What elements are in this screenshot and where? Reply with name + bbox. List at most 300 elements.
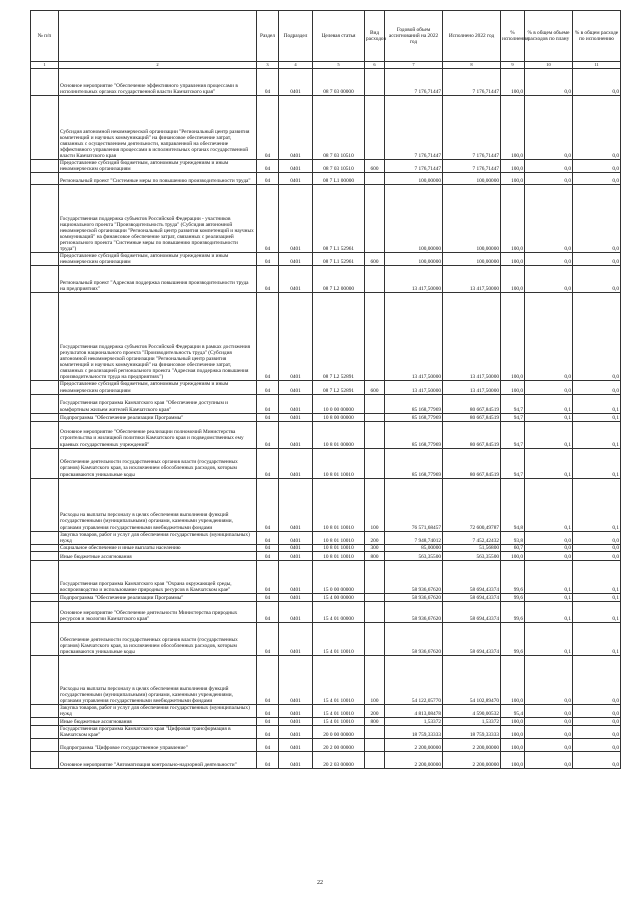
table-row [31,381,621,394]
row-execution-percent: 100,0 [501,185,525,253]
row-plan-amount: 100,00000 [385,173,443,185]
row-expense-type: 300 [365,544,385,551]
row-share-fact: 0,1 [573,421,621,448]
row-plan-amount: 100,00000 [385,253,443,266]
table-row [31,622,621,655]
row-execution-percent: 94,7 [501,448,525,478]
row-plan-amount: 85 168,77969 [385,421,443,448]
row-share-plan: 0,0 [525,718,573,726]
table-row [31,448,621,478]
header-fact: Исполнено 2022 год [443,11,501,62]
row-podrazdel: 0401 [279,752,313,769]
row-execution-percent: 99,6 [501,593,525,601]
row-target-article: 08 7 L1 52961 [313,253,365,266]
row-name: Региональный проект "Системные меры по повышению производительности труда" [59,173,257,185]
row-razdel: 04 [257,704,279,717]
table-body [31,69,621,769]
row-plan-amount: 85 168,77969 [385,413,443,421]
row-podrazdel: 0401 [279,704,313,717]
row-podrazdel: 0401 [279,593,313,601]
row-fact-amount: 80 667,84519 [443,448,501,478]
row-share-fact: 0,1 [573,622,621,655]
row-razdel: 04 [257,478,279,531]
row-number-cell [31,381,59,394]
row-share-fact: 0,0 [573,253,621,266]
row-share-fact: 0,1 [573,413,621,421]
row-share-plan: 0,1 [525,622,573,655]
table-row [31,253,621,266]
row-number-cell [31,160,59,173]
row-share-plan: 0,0 [525,704,573,717]
row-plan-amount: 100,00000 [385,185,443,253]
row-fact-amount: 100,00000 [443,173,501,185]
col-number: 8 [443,62,501,69]
row-plan-amount: 7 176,71447 [385,160,443,173]
header-razdel: Раздел [257,11,279,62]
row-share-plan: 0,0 [525,69,573,96]
row-execution-percent: 100,0 [501,739,525,752]
row-name: Иные бюджетные ассигнования [59,718,257,726]
row-execution-percent: 100,0 [501,173,525,185]
row-number-cell [31,718,59,726]
table-row [31,560,621,593]
row-expense-type: 800 [365,551,385,560]
table-row [31,752,621,769]
row-number-cell [31,752,59,769]
row-podrazdel: 0401 [279,655,313,704]
row-expense-type: 600 [365,381,385,394]
row-fact-amount: 7 176,71447 [443,96,501,160]
row-podrazdel: 0401 [279,718,313,726]
row-razdel: 04 [257,394,279,413]
row-podrazdel: 0401 [279,448,313,478]
row-plan-amount: 7 176,71447 [385,96,443,160]
row-podrazdel: 0401 [279,381,313,394]
row-expense-type [365,293,385,381]
row-podrazdel: 0401 [279,69,313,96]
row-razdel: 04 [257,718,279,726]
row-plan-amount: 54 122,05770 [385,655,443,704]
row-fact-amount: 7 176,71447 [443,160,501,173]
row-razdel: 04 [257,752,279,769]
row-plan-amount: 13 417,50000 [385,381,443,394]
row-fact-amount: 51,56800 [443,544,501,551]
row-podrazdel: 0401 [279,96,313,160]
row-share-fact: 0,1 [573,478,621,531]
table-row [31,544,621,551]
row-razdel: 04 [257,601,279,622]
row-target-article: 10 0 00 00000 [313,394,365,413]
row-name: Подпрограмма "Цифровое государственное управление" [59,739,257,752]
row-razdel: 04 [257,173,279,185]
row-share-plan: 0,1 [525,593,573,601]
row-name: Государственная поддержка субъектов Российской Федерации в рамках достижения результатов национального проекта "Производительность труда" (Субсидия автономной некоммерческой организации "Региональный центр развития компетенций и научных коммуникаций" на финансовое обеспечение затрат, связанных с реализацией регионального проекта "Адресная поддержка повышения производительности труда на предприятиях") [59,293,257,381]
row-number-cell [31,413,59,421]
row-target-article: 15 4 01 10010 [313,704,365,717]
row-podrazdel: 0401 [279,266,313,293]
row-podrazdel: 0401 [279,601,313,622]
row-number-cell [31,726,59,739]
row-razdel: 04 [257,160,279,173]
row-name: Обеспечение деятельности государственных органов власти (государственных органов) Камчатского края, за исключением обособленных расходов, которым присваиваются уникальные коды [59,622,257,655]
row-plan-amount: 58 936,67620 [385,601,443,622]
row-name: Государственная программа Камчатского края "Охрана окружающей среды, воспроизводство и использование природных ресурсов в Камчатском крае" [59,560,257,593]
budget-table-sheet [30,10,620,769]
row-name: Обеспечение деятельности государственных органов власти (государственных органов) Камчатского края, за исключением обособленных расходов, которым присваиваются уникальные коды [59,448,257,478]
table-row [31,185,621,253]
row-expense-type [365,185,385,253]
row-razdel: 04 [257,726,279,739]
row-target-article: 15 4 01 10010 [313,655,365,704]
row-share-fact: 0,0 [573,655,621,704]
row-plan-amount: 7 176,71447 [385,69,443,96]
table-row [31,160,621,173]
row-plan-amount: 7 948,74012 [385,531,443,544]
row-fact-amount: 100,00000 [443,185,501,253]
row-execution-percent: 100,0 [501,160,525,173]
row-share-fact: 0,0 [573,752,621,769]
row-execution-percent: 100,0 [501,718,525,726]
row-share-fact: 0,1 [573,601,621,622]
row-share-fact: 0,0 [573,160,621,173]
row-number-cell [31,448,59,478]
row-execution-percent: 100,0 [501,253,525,266]
row-plan-amount: 58 936,67620 [385,593,443,601]
row-podrazdel: 0401 [279,544,313,551]
table-row [31,96,621,160]
row-target-article: 08 7 L2 52891 [313,381,365,394]
row-number-cell [31,531,59,544]
row-name: Государственная программа Камчатского края "Обеспечение доступным и комфортным жильем жителей Камчатского края" [59,394,257,413]
col-number: 1 [31,62,59,69]
header-podrazdel: Подраздел [279,11,313,62]
row-podrazdel: 0401 [279,531,313,544]
table-row [31,69,621,96]
table-row [31,601,621,622]
row-share-plan: 0,0 [525,544,573,551]
row-share-fact: 0,0 [573,739,621,752]
row-podrazdel: 0401 [279,185,313,253]
row-fact-amount: 80 667,84519 [443,421,501,448]
row-number-cell [31,96,59,160]
row-name: Государственная программа Камчатского края "Цифровая трансформация в Камчатском крае" [59,726,257,739]
row-expense-type: 100 [365,478,385,531]
row-expense-type: 600 [365,253,385,266]
header-num: № п/п [31,11,59,62]
row-plan-amount: 4 813,08478 [385,704,443,717]
row-share-plan: 0,0 [525,253,573,266]
row-expense-type: 600 [365,160,385,173]
row-share-fact: 0,1 [573,448,621,478]
row-share-plan: 0,1 [525,421,573,448]
row-share-plan: 0,1 [525,478,573,531]
row-execution-percent: 94,7 [501,394,525,413]
row-expense-type [365,601,385,622]
row-share-fact: 0,1 [573,394,621,413]
row-target-article: 15 4 01 00000 [313,601,365,622]
col-number: 11 [573,62,621,69]
row-name: Субсидия автономной некоммерческой организации "Региональный центр развития компетенций и научных коммуникаций" на финансовое обеспечение затрат, связанных с осуществлением деятельности, направленной на обеспечение эффективного управления процессами в исполнительных органах государственной власти Камчатского края [59,96,257,160]
row-expense-type [365,96,385,160]
row-target-article: 10 8 01 10010 [313,448,365,478]
row-podrazdel: 0401 [279,160,313,173]
row-number-cell [31,173,59,185]
row-share-fact: 0,0 [573,381,621,394]
row-share-fact: 0,0 [573,531,621,544]
header-vr: Вид расходов [365,11,385,62]
row-share-plan: 0,0 [525,160,573,173]
row-share-plan: 0,1 [525,394,573,413]
header-share-plan: % в общем объеме расходов по плану [525,11,573,62]
row-name: Предоставление субсидий бюджетным, автономным учреждениям и иным некоммерческим организациям [59,381,257,394]
row-plan-amount: 85 168,77969 [385,448,443,478]
row-number-cell [31,601,59,622]
row-target-article: 10 8 00 00000 [313,413,365,421]
row-plan-amount: 85,00000 [385,544,443,551]
row-expense-type [365,413,385,421]
row-razdel: 04 [257,531,279,544]
row-razdel: 04 [257,381,279,394]
row-share-fact: 0,0 [573,69,621,96]
header-share-fact: % в общем расходе по исполнению [573,11,621,62]
row-target-article: 08 7 L2 00000 [313,266,365,293]
table-row [31,173,621,185]
row-fact-amount: 2 200,00000 [443,752,501,769]
row-razdel: 04 [257,253,279,266]
col-number: 2 [59,62,257,69]
row-execution-percent: 60,7 [501,544,525,551]
row-number-cell [31,293,59,381]
col-number: 4 [279,62,313,69]
row-number-cell [31,478,59,531]
row-number-cell [31,739,59,752]
row-number-cell [31,544,59,551]
row-expense-type: 200 [365,531,385,544]
row-podrazdel: 0401 [279,293,313,381]
row-name: Социальное обеспечение и иные выплаты населению [59,544,257,551]
row-fact-amount: 80 667,84519 [443,394,501,413]
row-fact-amount: 54 102,89470 [443,655,501,704]
row-expense-type [365,622,385,655]
row-name: Закупка товаров, работ и услуг для обеспечения государственных (муниципальных) нужд [59,531,257,544]
row-podrazdel: 0401 [279,413,313,421]
row-share-plan: 0,0 [525,739,573,752]
row-execution-percent: 100,0 [501,381,525,394]
row-number-cell [31,622,59,655]
row-target-article: 10 8 01 10010 [313,544,365,551]
table-row [31,478,621,531]
row-plan-amount: 58 936,67620 [385,622,443,655]
row-share-plan: 0,0 [525,726,573,739]
row-expense-type: 800 [365,718,385,726]
table-row [31,726,621,739]
row-name: Основное мероприятие "Обеспечение реализации полномочий Министерства строительства и жилищной политики Камчатского края и подведомственных ему краевых государственных учреждений" [59,421,257,448]
row-name: Предоставление субсидий бюджетным, автономным учреждениям и иным некоммерческим организациям [59,160,257,173]
row-number-cell [31,253,59,266]
row-razdel: 04 [257,69,279,96]
row-podrazdel: 0401 [279,551,313,560]
row-expense-type [365,69,385,96]
budget-execution-table [30,10,621,769]
row-share-fact: 0,1 [573,560,621,593]
row-target-article: 20 0 00 00000 [313,726,365,739]
header-csr: Целевая статья [313,11,365,62]
row-fact-amount: 80 667,84519 [443,413,501,421]
row-execution-percent: 94,8 [501,478,525,531]
row-target-article: 15 4 01 10010 [313,622,365,655]
row-plan-amount: 563,35500 [385,551,443,560]
row-execution-percent: 100,0 [501,69,525,96]
row-razdel: 04 [257,96,279,160]
row-fact-amount: 58 694,43374 [443,601,501,622]
row-share-plan: 0,1 [525,448,573,478]
row-share-plan: 0,0 [525,551,573,560]
row-name: Основное мероприятие "Обеспечение эффективного управления процессами в исполнительных органах государственной власти Камчатского края" [59,69,257,96]
table-row [31,593,621,601]
row-expense-type [365,593,385,601]
row-name: Предоставление субсидий бюджетным, автономным учреждениям и иным некоммерческим организациям [59,253,257,266]
row-plan-amount: 13 417,50000 [385,266,443,293]
row-plan-amount: 2 200,00000 [385,739,443,752]
row-expense-type [365,726,385,739]
row-podrazdel: 0401 [279,726,313,739]
row-target-article: 10 8 01 10010 [313,551,365,560]
row-expense-type: 200 [365,704,385,717]
row-share-plan: 0,0 [525,655,573,704]
row-number-cell [31,185,59,253]
row-execution-percent: 99,6 [501,601,525,622]
row-share-plan: 0,0 [525,266,573,293]
col-number: 6 [365,62,385,69]
row-target-article: 15 4 01 10010 [313,718,365,726]
row-fact-amount: 13 417,50000 [443,381,501,394]
row-execution-percent: 93,8 [501,531,525,544]
row-share-fact: 0,0 [573,718,621,726]
col-number: 5 [313,62,365,69]
row-razdel: 04 [257,421,279,448]
row-fact-amount: 58 694,43374 [443,622,501,655]
row-fact-amount: 13 417,50000 [443,266,501,293]
row-number-cell [31,655,59,704]
row-fact-amount: 13 417,50000 [443,293,501,381]
row-podrazdel: 0401 [279,622,313,655]
row-expense-type [365,560,385,593]
row-fact-amount: 58 694,43374 [443,560,501,593]
row-plan-amount: 1,53372 [385,718,443,726]
row-execution-percent: 100,0 [501,655,525,704]
row-plan-amount: 2 200,00000 [385,752,443,769]
row-share-fact: 0,0 [573,544,621,551]
row-razdel: 04 [257,622,279,655]
row-podrazdel: 0401 [279,421,313,448]
row-execution-percent: 99,6 [501,622,525,655]
column-numbers-row [31,62,621,69]
row-fact-amount: 1,53372 [443,718,501,726]
row-plan-amount: 85 168,77969 [385,394,443,413]
row-target-article: 20 2 03 00000 [313,752,365,769]
row-fact-amount: 18 759,33333 [443,726,501,739]
row-execution-percent: 100,0 [501,266,525,293]
row-podrazdel: 0401 [279,478,313,531]
col-number: 3 [257,62,279,69]
row-share-plan: 0,0 [525,752,573,769]
row-share-plan: 0,0 [525,96,573,160]
row-number-cell [31,551,59,560]
row-podrazdel: 0401 [279,739,313,752]
table-row [31,413,621,421]
row-plan-amount: 58 936,67620 [385,560,443,593]
table-row [31,655,621,704]
table-row [31,704,621,717]
row-podrazdel: 0401 [279,394,313,413]
row-share-fact: 0,0 [573,293,621,381]
row-target-article: 08 7 03 10510 [313,160,365,173]
row-expense-type [365,421,385,448]
row-razdel: 04 [257,593,279,601]
row-fact-amount: 72 600,49787 [443,478,501,531]
row-fact-amount: 58 694,43374 [443,593,501,601]
row-razdel: 04 [257,293,279,381]
row-share-fact: 0,0 [573,96,621,160]
col-number: 9 [501,62,525,69]
row-fact-amount: 7 452,42432 [443,531,501,544]
row-execution-percent: 99,6 [501,560,525,593]
row-podrazdel: 0401 [279,560,313,593]
row-name: Региональный проект "Адресная поддержка повышения производительности труда на предприятиях" [59,266,257,293]
row-share-fact: 0,0 [573,726,621,739]
row-number-cell [31,560,59,593]
row-fact-amount: 100,00000 [443,253,501,266]
row-plan-amount: 76 571,68457 [385,478,443,531]
row-podrazdel: 0401 [279,173,313,185]
row-expense-type: 100 [365,655,385,704]
row-razdel: 04 [257,551,279,560]
row-plan-amount: 18 759,33333 [385,726,443,739]
row-expense-type [365,752,385,769]
page-number: 22 [317,880,323,886]
row-target-article: 08 7 03 10510 [313,96,365,160]
row-execution-percent: 100,0 [501,551,525,560]
row-execution-percent: 100,0 [501,96,525,160]
row-execution-percent: 100,0 [501,293,525,381]
row-target-article: 10 8 01 10010 [313,478,365,531]
row-name: Закупка товаров, работ и услуг для обеспечения государственных (муниципальных) нужд [59,704,257,717]
row-number-cell [31,704,59,717]
row-razdel: 04 [257,544,279,551]
row-target-article: 15 0 00 00000 [313,560,365,593]
row-share-fact: 0,0 [573,173,621,185]
row-name: Основное мероприятие "Обеспечение деятельности Министерства природных ресурсов и экологии Камчатского края" [59,601,257,622]
row-razdel: 04 [257,185,279,253]
row-target-article: 10 8 01 10010 [313,531,365,544]
table-row [31,718,621,726]
row-razdel: 04 [257,266,279,293]
row-razdel: 04 [257,448,279,478]
row-target-article: 15 4 00 00000 [313,593,365,601]
row-razdel: 04 [257,560,279,593]
row-razdel: 04 [257,655,279,704]
row-name: Расходы на выплаты персоналу в целях обеспечения выполнения функций государственными (муниципальными) органами, казенными учреждениями, органами управления государственными внебюджетными фондами [59,655,257,704]
row-name: Основное мероприятие "Автоматизация контрольно-надзорной деятельности" [59,752,257,769]
row-share-fact: 0,0 [573,185,621,253]
row-podrazdel: 0401 [279,253,313,266]
row-execution-percent: 100,0 [501,752,525,769]
row-share-fact: 0,0 [573,704,621,717]
row-share-fact: 0,0 [573,551,621,560]
row-share-plan: 0,0 [525,185,573,253]
row-fact-amount: 7 176,71447 [443,69,501,96]
row-share-plan: 0,0 [525,173,573,185]
